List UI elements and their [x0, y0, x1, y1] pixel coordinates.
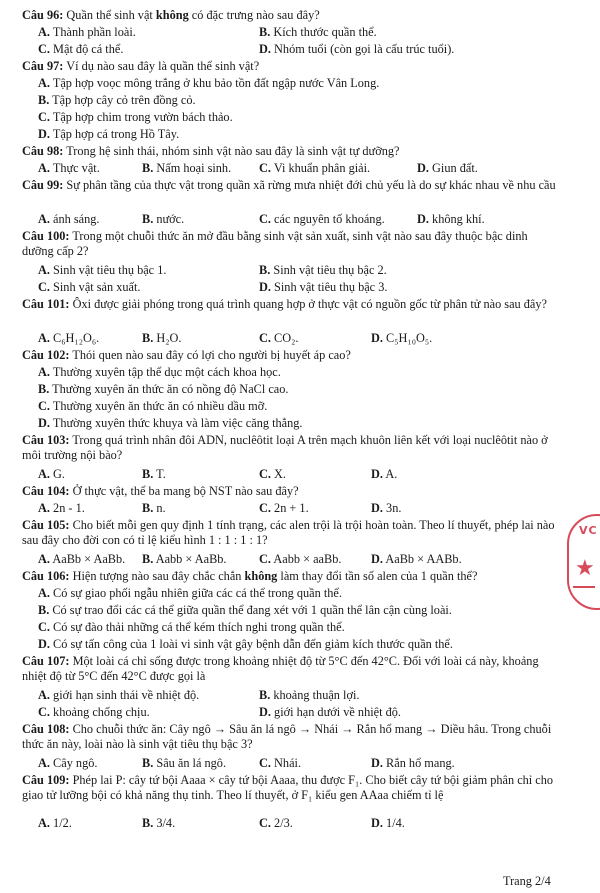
question-number: Câu 99:	[22, 178, 64, 192]
option-107-d: D. giới hạn dưới về nhiệt độ.	[259, 705, 401, 719]
question-108: Câu 108: Cho chuỗi thức ăn: Cây ngô → Sâu ăn lá ngô → Nhái → Rắn hổ mang → Diều hâu. Trong chuỗi thức ăn này, loài nào là sinh vật tiêu thụ bậc 3?	[22, 722, 552, 751]
option-97-b: B. Tập hợp cây cỏ trên đồng cỏ.	[38, 93, 196, 107]
option-101-a: A. C₆H₁₂O₆.	[38, 331, 100, 345]
option-108-a: A. Cây ngô.	[38, 756, 98, 770]
question-number: Câu 109:	[22, 773, 70, 787]
question-106: Câu 106: Hiện tượng nào sau đây chắc chắn không làm thay đổi tần số alen của 1 quần thể?	[22, 569, 478, 583]
option-106-c: C. Có sự đào thải những cá thể kém thích nghi trong quần thể.	[38, 620, 345, 634]
option-105-a: A. AaBb × AaBb.	[38, 552, 126, 566]
option-98-d: D. Giun đất.	[417, 161, 478, 175]
option-96-b: B. Kích thước quần thể.	[259, 25, 377, 39]
option-109-c: C. 2/3.	[259, 816, 293, 830]
question-number: Câu 101:	[22, 297, 70, 311]
seal-stamp: VC ★	[567, 514, 600, 610]
option-102-b: B. Thường xuyên ăn thức ăn có nồng độ NaCl cao.	[38, 382, 289, 396]
option-103-d: D. A.	[371, 467, 398, 481]
option-99-c: C. các nguyên tố khoáng.	[259, 212, 385, 226]
star-icon: ★	[575, 556, 595, 581]
question-number: Câu 107:	[22, 654, 70, 668]
option-97-c: C. Tập hợp chim trong vườn bách thảo.	[38, 110, 233, 124]
option-109-b: B. 3/4.	[142, 816, 176, 830]
question-number: Câu 103:	[22, 433, 70, 447]
option-102-a: A. Thường xuyên tập thể dục một cách khoa học.	[38, 365, 281, 379]
option-105-c: C. Aabb × aaBb.	[259, 552, 342, 566]
option-108-b: B. Sâu ăn lá ngô.	[142, 756, 227, 770]
option-98-b: B. Nấm hoại sinh.	[142, 161, 232, 175]
emphasis: không	[244, 569, 278, 583]
option-107-c: C. khoảng chống chịu.	[38, 705, 150, 719]
question-107: Câu 107: Một loài cá chỉ sống được trong khoảng nhiệt độ từ 5°C đến 42°C. Đối với loài cá này, khoảng nhiệt độ từ 5°C đến 42°C được gọi là	[22, 654, 539, 683]
option-102-d: D. Thường xuyên thức khuya và làm việc căng thẳng.	[38, 416, 303, 430]
option-97-d: D. Tập hợp cá trong Hồ Tây.	[38, 127, 180, 141]
option-96-a: A. Thành phần loài.	[38, 25, 136, 39]
option-104-c: C. 2n + 1.	[259, 501, 309, 515]
question-105: Câu 105: Cho biết mỗi gen quy định 1 tính trạng, các alen trội là trội hoàn toàn. Theo lí thuyết, phép lai nào sau đây cho đời con có tỉ lệ kiểu hình 1 : 1 : 1 : 1?	[22, 518, 555, 547]
option-106-b: B. Có sự trao đổi các cá thể giữa quần thể đang xét với 1 quần thể lân cận cùng loài.	[38, 603, 452, 617]
option-106-d: D. Có sự tấn công của 1 loài vi sinh vật gây bệnh dẫn đến giảm kích thước quần thể.	[38, 637, 453, 651]
option-97-a: A. Tập hợp voọc mông trắng ở khu bảo tồn đất ngập nước Vân Long.	[38, 76, 380, 90]
question-100: Câu 100: Trong một chuỗi thức ăn mở đầu bằng sinh vật sản xuất, sinh vật nào sau đây thuộc bậc dinh dưỡng cấp 2?	[22, 229, 528, 258]
emphasis: không	[155, 8, 189, 22]
option-104-b: B. n.	[142, 501, 166, 515]
option-105-b: B. Aabb × AaBb.	[142, 552, 227, 566]
question-number: Câu 102:	[22, 348, 70, 362]
option-100-d: D. Sinh vật tiêu thụ bậc 3.	[259, 280, 388, 294]
question-99: Câu 99: Sự phân tầng của thực vật trong quần xã rừng mưa nhiệt đới chủ yếu là do sự khác nhau về nhu cầu	[22, 178, 556, 192]
question-number: Câu 96:	[22, 8, 64, 22]
option-102-c: C. Thường xuyên ăn thức ăn có nhiều dầu mỡ.	[38, 399, 268, 413]
question-98: Câu 98: Trong hệ sinh thái, nhóm sinh vật nào sau đây là sinh vật tự dưỡng?	[22, 144, 400, 158]
option-100-c: C. Sinh vật sản xuất.	[38, 280, 141, 294]
option-109-a: A. 1/2.	[38, 816, 72, 830]
option-103-a: A. G.	[38, 467, 66, 481]
question-97: Câu 97: Ví dụ nào sau đây là quần thể sinh vật?	[22, 59, 260, 73]
option-109-d: D. 1/4.	[371, 816, 405, 830]
question-number: Câu 105:	[22, 518, 70, 532]
question-109: Câu 109: Phép lai P: cây tứ bội Aaaa × cây tứ bội Aaaa, thu được F₁. Cho biết cây tứ bội giảm phân chỉ cho giao tử lưỡng bội có khả năng thụ tinh. Theo lí thuyết, ở F₁ kiểu gen AAaa chiếm tỉ lệ	[22, 773, 554, 802]
question-104: Câu 104: Ở thực vật, thể ba mang bộ NST nào sau đây?	[22, 484, 299, 498]
question-number: Câu 98:	[22, 144, 64, 158]
option-99-b: B. nước.	[142, 212, 185, 226]
option-101-c: C. CO₂.	[259, 331, 299, 345]
question-number: Câu 100:	[22, 229, 70, 243]
option-105-d: D. AaBb × AABb.	[371, 552, 462, 566]
question-number: Câu 104:	[22, 484, 70, 498]
question-number: Câu 97:	[22, 59, 64, 73]
option-96-d: D. Nhóm tuổi (còn gọi là cấu trúc tuổi).	[259, 42, 455, 56]
option-99-a: A. ánh sáng.	[38, 212, 100, 226]
stamp-line	[573, 586, 595, 588]
question-number: Câu 106:	[22, 569, 70, 583]
option-108-c: C. Nhái.	[259, 756, 302, 770]
question-101: Câu 101: Ôxi được giải phóng trong quá trình quang hợp ở thực vật có nguồn gốc từ phân tử nào sau đây?	[22, 297, 547, 311]
option-100-b: B. Sinh vật tiêu thụ bậc 2.	[259, 263, 387, 277]
option-96-c: C. Mật độ cá thể.	[38, 42, 124, 56]
option-98-c: C. Vi khuẩn phân giải.	[259, 161, 371, 175]
option-108-d: D. Rắn hổ mang.	[371, 756, 455, 770]
option-107-a: A. giới hạn sinh thái về nhiệt độ.	[38, 688, 200, 702]
page-number: Trang 2/4	[503, 874, 551, 888]
option-100-a: A. Sinh vật tiêu thụ bậc 1.	[38, 263, 167, 277]
option-104-d: D. 3n.	[371, 501, 402, 515]
option-106-a: A. Có sự giao phối ngẫu nhiên giữa các cá thể trong quần thể.	[38, 586, 342, 600]
option-101-b: B. H₂O.	[142, 331, 182, 345]
option-98-a: A. Thực vật.	[38, 161, 100, 175]
question-102: Câu 102: Thói quen nào sau đây có lợi cho người bị huyết áp cao?	[22, 348, 351, 362]
option-103-c: C. X.	[259, 467, 287, 481]
question-number: Câu 108:	[22, 722, 70, 736]
question-96: Câu 96: Quần thể sinh vật không có đặc trưng nào sau đây?	[22, 8, 320, 22]
option-103-b: B. T.	[142, 467, 166, 481]
option-104-a: A. 2n - 1.	[38, 501, 85, 515]
question-103: Câu 103: Trong quá trình nhân đôi ADN, nuclêôtit loại A trên mạch khuôn liên kết với loại nuclêôtit nào ở môi trường nội bào?	[22, 433, 548, 462]
option-99-d: D. không khí.	[417, 212, 485, 226]
option-101-d: D. C₅H₁₀O₅.	[371, 331, 433, 345]
option-107-b: B. khoảng thuận lợi.	[259, 688, 360, 702]
